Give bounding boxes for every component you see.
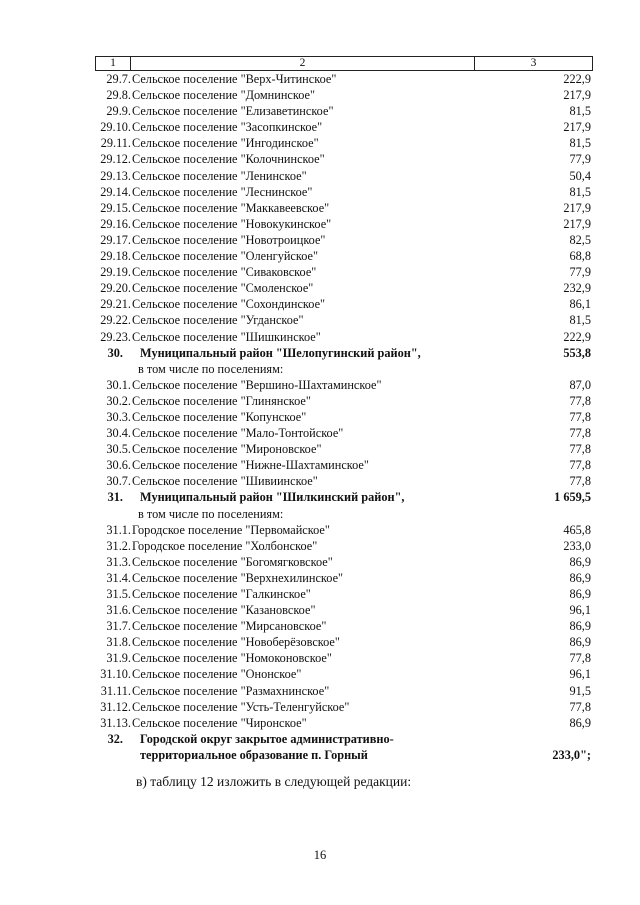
row-number: 29.7. — [106, 72, 131, 86]
table-row — [95, 135, 593, 151]
table-row — [95, 393, 593, 409]
row-value: 86,9 — [569, 554, 591, 569]
municipality-row — [95, 345, 593, 361]
row-value: 233,0"; — [552, 747, 591, 762]
row-value: 77,8 — [569, 474, 591, 489]
row-name: Сельское поселение "Колочнинское" — [132, 152, 325, 167]
row-value: 91,5 — [569, 683, 591, 698]
row-number: 29.15. — [100, 200, 131, 215]
row-value: 217,9 — [563, 88, 591, 103]
row-value: 77,8 — [569, 651, 591, 666]
row-number: 30.6. — [106, 458, 131, 473]
row-number: 29.12. — [100, 152, 131, 167]
row-number: 29.8. — [106, 88, 131, 103]
table-row — [95, 87, 593, 103]
row-name: Сельское поселение "Размахнинское" — [132, 683, 330, 698]
table-row — [95, 554, 593, 570]
table-row — [95, 280, 593, 296]
table-row — [95, 119, 593, 135]
table-row — [95, 216, 593, 232]
row-value: 217,9 — [563, 216, 591, 231]
row-number: 29.16. — [100, 216, 131, 231]
row-name: Сельское поселение "Копунское" — [132, 409, 307, 424]
row-value: 77,8 — [569, 393, 591, 408]
page-number: 16 — [313, 848, 327, 862]
row-name: Сельское поселение "Оленгуйское" — [132, 249, 319, 264]
table-row — [95, 168, 593, 184]
row-number: 29.18. — [100, 249, 131, 264]
table-row — [95, 699, 593, 715]
table-row — [95, 377, 593, 393]
instruction-text: в) таблицу 12 изложить в следующей редакции: — [136, 774, 412, 789]
row-value: 87,0 — [569, 377, 591, 392]
table-header — [95, 56, 593, 71]
row-value: 81,5 — [569, 313, 591, 328]
row-name: Городское поселение "Холбонское" — [132, 538, 318, 553]
row-name: Сельское поселение "Маккавеевское" — [132, 200, 330, 215]
row-value: 232,9 — [563, 281, 591, 296]
row-number: 31.2. — [106, 538, 131, 553]
row-name: Сельское поселение "Верх-Читинское" — [132, 72, 337, 86]
row-value — [501, 361, 593, 377]
row-number: 30.5. — [106, 442, 131, 457]
row-number: 31.3. — [106, 554, 131, 569]
row-name: Сельское поселение "Ленинское" — [132, 168, 307, 183]
row-name: Сельское поселение "Казановское" — [132, 603, 316, 618]
row-name: Сельское поселение "Нижне-Шахтаминское" — [132, 458, 369, 473]
row-value: 233,0 — [563, 538, 591, 553]
row-number: 31.12. — [100, 699, 131, 714]
row-number: 31.6. — [106, 603, 131, 618]
table-row — [95, 715, 593, 731]
row-number: 29.23. — [100, 329, 131, 344]
row-name: Сельское поселение "Глинянское" — [132, 393, 311, 408]
row-value: 96,1 — [569, 603, 591, 618]
row-value: 68,8 — [569, 249, 591, 264]
row-name: Сельское поселение "Шишкинское" — [132, 329, 321, 344]
subheading-row — [95, 361, 593, 377]
row-value: 81,5 — [569, 104, 591, 119]
row-value: 86,9 — [569, 570, 591, 585]
table-row — [95, 522, 593, 538]
table-row — [95, 634, 593, 650]
row-value: 77,8 — [569, 458, 591, 473]
table-row — [95, 683, 593, 699]
municipality-row — [95, 489, 593, 505]
table-body — [95, 71, 593, 763]
table-row — [95, 586, 593, 602]
row-number: 29.19. — [100, 265, 131, 280]
row-value: 86,9 — [569, 635, 591, 650]
table-row — [95, 264, 593, 280]
row-name: Сельское поселение "Шивиинское" — [132, 474, 318, 489]
row-number: 29.9. — [106, 104, 131, 119]
row-name: Сельское поселение "Леснинское" — [132, 184, 313, 199]
row-value: 81,5 — [569, 184, 591, 199]
row-value — [501, 731, 593, 747]
row-value: 82,5 — [569, 232, 591, 247]
row-value: 217,9 — [563, 200, 591, 215]
table-row — [95, 200, 593, 216]
row-number: 31.13. — [100, 715, 131, 730]
table-row — [95, 329, 593, 345]
row-value: 217,9 — [563, 120, 591, 135]
row-name: Сельское поселение "Сохондинское" — [132, 297, 326, 312]
row-name: Сельское поселение "Богомягковское" — [132, 554, 333, 569]
row-number: 30.2. — [106, 393, 131, 408]
row-number: 31. — [107, 490, 123, 505]
table-row — [95, 71, 593, 87]
row-number: 31.5. — [106, 587, 131, 601]
table-row — [95, 184, 593, 200]
row-name: Сельское поселение "Ононское" — [132, 667, 302, 682]
table-row — [95, 425, 593, 441]
row-value: 81,5 — [569, 136, 591, 151]
row-name: Сельское поселение "Ингодинское" — [132, 136, 319, 151]
row-number: 29.14. — [100, 184, 131, 199]
row-value: 77,9 — [569, 152, 591, 167]
row-value: 50,4 — [569, 168, 591, 183]
row-value: 77,8 — [569, 442, 591, 457]
row-name: Сельское поселение "Засопкинское" — [132, 120, 323, 135]
row-number: 32. — [107, 731, 123, 746]
row-number: 29.22. — [100, 313, 131, 328]
row-number: 29.17. — [100, 232, 131, 247]
appendix-table — [95, 56, 593, 763]
row-number: 30.4. — [106, 426, 131, 441]
row-number: 29.10. — [100, 120, 131, 135]
header-col-1: 1 — [96, 57, 131, 70]
row-value: 553,8 — [563, 345, 591, 360]
row-name: Муниципальный район "Шелопугинский район", — [140, 345, 421, 360]
row-number: 31.11. — [100, 683, 131, 698]
row-name: Сельское поселение "Угданское" — [132, 313, 304, 328]
row-value: 77,9 — [569, 265, 591, 280]
row-name: Сельское поселение "Номоконовское" — [132, 651, 332, 666]
table-row — [95, 666, 593, 682]
row-name: Сельское поселение "Мало-Тонтойское" — [132, 426, 344, 441]
row-number — [95, 747, 131, 763]
row-number: 31.4. — [106, 570, 131, 585]
row-value: 86,9 — [569, 587, 591, 601]
row-number: 31.9. — [106, 651, 131, 666]
row-number: 29.13. — [100, 168, 131, 183]
row-name: Сельское поселение "Новокукинское" — [132, 216, 332, 231]
table-row — [95, 570, 593, 586]
row-number: 31.1. — [106, 522, 131, 537]
row-name: Сельское поселение "Смоленское" — [132, 281, 314, 296]
table-row — [95, 103, 593, 119]
row-number: 30.1. — [106, 377, 131, 392]
row-name: в том числе по поселениям: — [138, 506, 284, 521]
row-name: Сельское поселение "Домнинское" — [132, 88, 316, 103]
table-row — [95, 473, 593, 489]
header-col-3: 3 — [530, 57, 537, 69]
table-row — [95, 151, 593, 167]
row-value: 465,8 — [563, 522, 591, 537]
header-col-2: 2 — [131, 57, 475, 70]
row-number: 29.11. — [100, 136, 131, 151]
row-name: Городское поселение "Первомайское" — [132, 522, 330, 537]
row-name: Сельское поселение "Елизаветинское" — [132, 104, 334, 119]
row-name: Сельское поселение "Верхнехилинское" — [132, 570, 344, 585]
row-number: 31.8. — [106, 635, 131, 650]
row-number: 30.3. — [106, 409, 131, 424]
row-name: Сельское поселение "Новотроицкое" — [132, 232, 326, 247]
row-name: Городской округ закрытое административно- — [140, 731, 394, 746]
row-name: Сельское поселение "Чиронское" — [132, 715, 307, 730]
municipality-row — [95, 731, 593, 747]
table-row — [95, 248, 593, 264]
row-value: 86,1 — [569, 297, 591, 312]
row-value: 77,8 — [569, 699, 591, 714]
row-number: 29.21. — [100, 297, 131, 312]
row-name: Сельское поселение "Новоберёзовское" — [132, 635, 340, 650]
row-number: 30.7. — [106, 474, 131, 489]
row-value: 77,8 — [569, 426, 591, 441]
table-row — [95, 602, 593, 618]
row-number: 31.7. — [106, 619, 131, 634]
municipality-row — [95, 747, 593, 763]
row-name: Сельское поселение "Усть-Теленгуйское" — [132, 699, 350, 714]
row-name: Сельское поселение "Галкинское" — [132, 587, 311, 601]
row-number: 30. — [107, 345, 123, 360]
table-row — [95, 312, 593, 328]
row-name: Муниципальный район "Шилкинский район", — [140, 490, 405, 505]
subheading-row — [95, 506, 593, 522]
table-row — [95, 618, 593, 634]
table-row — [95, 232, 593, 248]
table-row — [95, 457, 593, 473]
table-row — [95, 650, 593, 666]
table-row — [95, 409, 593, 425]
row-name: Сельское поселение "Вершино-Шахтаминское" — [132, 377, 382, 392]
row-value: 86,9 — [569, 619, 591, 634]
row-value: 222,9 — [563, 72, 591, 86]
row-value: 77,8 — [569, 409, 591, 424]
row-name: в том числе по поселениям: — [138, 361, 284, 376]
row-value: 86,9 — [569, 715, 591, 730]
row-name: Сельское поселение "Мирсановское" — [132, 619, 327, 634]
row-value — [501, 506, 593, 522]
table-row — [95, 296, 593, 312]
table-row — [95, 538, 593, 554]
row-name: территориальное образование п. Горный — [140, 747, 368, 762]
table-row — [95, 441, 593, 457]
row-value: 96,1 — [569, 667, 591, 682]
row-value: 1 659,5 — [554, 490, 591, 505]
row-value: 222,9 — [563, 329, 591, 344]
row-name: Сельское поселение "Сиваковское" — [132, 265, 317, 280]
row-number: 29.20. — [100, 281, 131, 296]
row-number: 31.10. — [100, 667, 131, 682]
row-name: Сельское поселение "Мироновское" — [132, 442, 322, 457]
